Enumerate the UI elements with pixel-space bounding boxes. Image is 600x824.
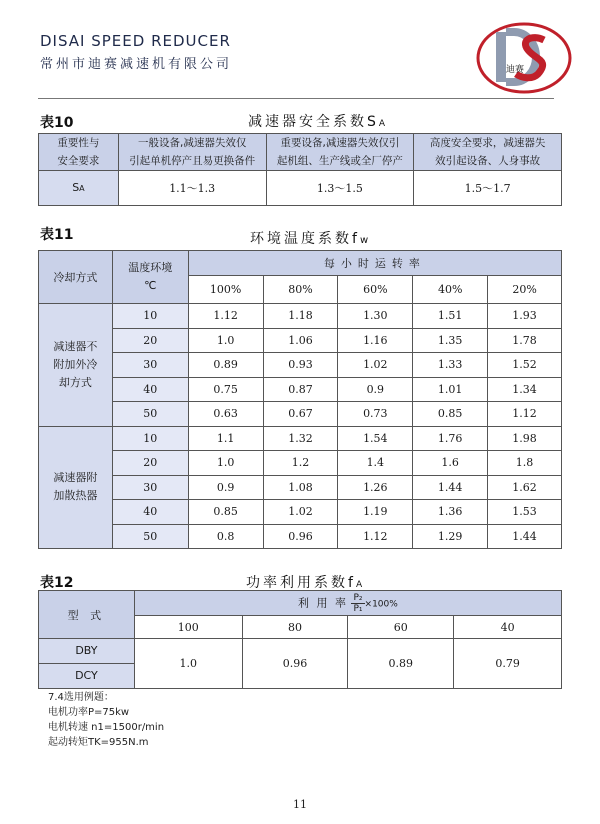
table12-col-header: 60 xyxy=(348,616,454,639)
table11-value-cell: 1.06 xyxy=(263,328,338,353)
table11-cooling-group: 减速器不 附加外冷 却方式 xyxy=(39,304,113,427)
table12-col-header: 80 xyxy=(242,616,348,639)
table10-header-cell: 高度安全要求，减速器失 效引起设备、人身事故 xyxy=(414,134,562,171)
table11-cooling-header: 冷却方式 xyxy=(39,251,113,304)
table12-value-cell: 1.0 xyxy=(134,639,242,689)
table11-value-cell: 1.33 xyxy=(413,353,488,378)
table11-cooling-group: 减速器附 加散热器 xyxy=(39,426,113,549)
table11-value-cell: 1.19 xyxy=(338,500,413,525)
table11-temperature-factor xyxy=(38,250,562,549)
table11-temp-cell: 50 xyxy=(112,402,188,427)
table11-value-cell: 1.34 xyxy=(488,377,562,402)
logo-text: 迪赛 xyxy=(506,65,525,75)
table11-value-cell: 1.30 xyxy=(338,304,413,329)
table11-label: 表11 xyxy=(40,227,74,243)
table10-header-cell: 重要性与 安全要求 xyxy=(39,134,119,171)
table11-temp-cell: 20 xyxy=(112,451,188,476)
table11-value-cell: 0.93 xyxy=(263,353,338,378)
example-line: 电机转速 n1=1500r/min xyxy=(48,722,165,733)
table11-value-cell: 1.2 xyxy=(263,451,338,476)
table11-value-cell: 1.02 xyxy=(338,353,413,378)
table11-value-cell: 1.18 xyxy=(263,304,338,329)
table11-value-cell: 0.73 xyxy=(338,402,413,427)
table11-title: 环境温度系数fw xyxy=(250,231,372,247)
table11-value-cell: 1.93 xyxy=(488,304,562,329)
table11-value-cell: 0.9 xyxy=(188,475,263,500)
table12-col-header: 100 xyxy=(134,616,242,639)
table-row xyxy=(39,500,562,525)
table10-label: 表10 xyxy=(40,115,74,131)
table-row xyxy=(39,353,562,378)
table12-value-cell: 0.79 xyxy=(454,639,562,689)
brand-chinese: 常州市迪赛减速机有限公司 xyxy=(40,57,233,72)
table11-value-cell: 1.44 xyxy=(413,475,488,500)
table12-type-dby: DBY xyxy=(39,639,135,664)
table11-value-cell: 0.67 xyxy=(263,402,338,427)
table12-power-utilization xyxy=(38,590,562,689)
table-row xyxy=(39,426,562,451)
table11-value-cell: 1.54 xyxy=(338,426,413,451)
table12-type-header: 型 式 xyxy=(39,591,135,639)
header-divider xyxy=(38,98,554,99)
table11-rate-cell: 20% xyxy=(488,276,562,304)
brand-english: DISAI SPEED REDUCER xyxy=(40,32,231,50)
table11-rate-header: 每小时运转率 xyxy=(188,251,561,276)
table11-value-cell: 1.78 xyxy=(488,328,562,353)
table11-value-cell: 0.85 xyxy=(188,500,263,525)
table11-value-cell: 1.26 xyxy=(338,475,413,500)
table10-header-cell: 一般设备,减速器失效仅 引起单机停产且易更换备件 xyxy=(118,134,266,171)
company-logo-icon xyxy=(474,18,574,98)
table11-value-cell: 1.0 xyxy=(188,328,263,353)
table11-value-cell: 1.51 xyxy=(413,304,488,329)
table10-sa-label: SA xyxy=(39,171,119,206)
table11-value-cell: 1.16 xyxy=(338,328,413,353)
table11-temp-cell: 30 xyxy=(112,353,188,378)
selection-example xyxy=(48,690,164,750)
table11-value-cell: 0.87 xyxy=(263,377,338,402)
table11-value-cell: 1.0 xyxy=(188,451,263,476)
table11-temp-cell: 40 xyxy=(112,500,188,525)
table11-value-cell: 1.32 xyxy=(263,426,338,451)
table11-temp-header: 温度环境 ℃ xyxy=(112,251,188,304)
table11-temp-cell: 10 xyxy=(112,426,188,451)
table11-temp-cell: 50 xyxy=(112,524,188,549)
page-header xyxy=(0,0,600,96)
table-row xyxy=(39,377,562,402)
table11-value-cell: 0.9 xyxy=(338,377,413,402)
table11-value-cell: 1.8 xyxy=(488,451,562,476)
table11-temp-cell: 40 xyxy=(112,377,188,402)
table11-value-cell: 1.44 xyxy=(488,524,562,549)
table11-value-cell: 1.1 xyxy=(188,426,263,451)
table-row xyxy=(39,524,562,549)
fraction-p2-p1: $\frac{\text{P₂}}{\text{P₁}}$ xyxy=(353,592,363,614)
table12-label: 表12 xyxy=(40,575,74,591)
table11-value-cell: 0.89 xyxy=(188,353,263,378)
table10-value-cell: 1.5～1.7 xyxy=(414,171,562,206)
table11-temp-cell: 20 xyxy=(112,328,188,353)
table11-temp-cell: 10 xyxy=(112,304,188,329)
example-line: 起动转矩TK=955N.m xyxy=(48,737,149,748)
table11-value-cell: 1.6 xyxy=(413,451,488,476)
table11-value-cell: 1.29 xyxy=(413,524,488,549)
table10-value-cell: 1.3～1.5 xyxy=(266,171,414,206)
page-number: 11 xyxy=(293,798,307,811)
table11-value-cell: 1.53 xyxy=(488,500,562,525)
table11-rate-cell: 100% xyxy=(188,276,263,304)
table11-value-cell: 1.98 xyxy=(488,426,562,451)
table-row xyxy=(39,328,562,353)
table11-value-cell: 0.8 xyxy=(188,524,263,549)
table12-title: 功率利用系数fA xyxy=(246,575,366,591)
example-title: 7.4选用例题： xyxy=(48,692,114,703)
table12-type-dcy: DCY xyxy=(39,664,135,689)
table11-value-cell: 1.62 xyxy=(488,475,562,500)
table11-value-cell: 0.96 xyxy=(263,524,338,549)
table11-value-cell: 1.02 xyxy=(263,500,338,525)
table10-value-cell: 1.1～1.3 xyxy=(118,171,266,206)
table12-col-header: 40 xyxy=(454,616,562,639)
table11-rate-cell: 80% xyxy=(263,276,338,304)
table11-value-cell: 1.12 xyxy=(338,524,413,549)
table-row xyxy=(39,402,562,427)
table11-rate-cell: 40% xyxy=(413,276,488,304)
table11-value-cell: 1.4 xyxy=(338,451,413,476)
table-row xyxy=(39,475,562,500)
table11-value-cell: 1.12 xyxy=(488,402,562,427)
table10-header-cell: 重要设备,减速器失效仅引 起机组、生产线或全厂停产 xyxy=(266,134,414,171)
table11-value-cell: 1.08 xyxy=(263,475,338,500)
table11-value-cell: 1.36 xyxy=(413,500,488,525)
table10-title: 减速器安全系数SA xyxy=(248,114,389,130)
table11-value-cell: 0.85 xyxy=(413,402,488,427)
table12-util-header: 利 用 率 $\frac{\text{P₂}}{\text{P₁}}$ ×100% xyxy=(134,591,561,616)
table11-value-cell: 1.35 xyxy=(413,328,488,353)
table11-temp-cell: 30 xyxy=(112,475,188,500)
table11-value-cell: 1.76 xyxy=(413,426,488,451)
table11-value-cell: 1.12 xyxy=(188,304,263,329)
example-line: 电机功率P=75kw xyxy=(48,707,130,718)
table11-value-cell: 1.01 xyxy=(413,377,488,402)
table10-safety-factor xyxy=(38,133,562,206)
table-row xyxy=(39,451,562,476)
table11-value-cell: 0.63 xyxy=(188,402,263,427)
table11-value-cell: 0.75 xyxy=(188,377,263,402)
table11-value-cell: 1.52 xyxy=(488,353,562,378)
table12-value-cell: 0.89 xyxy=(348,639,454,689)
table11-rate-cell: 60% xyxy=(338,276,413,304)
table12-value-cell: 0.96 xyxy=(242,639,348,689)
table-row xyxy=(39,304,562,329)
